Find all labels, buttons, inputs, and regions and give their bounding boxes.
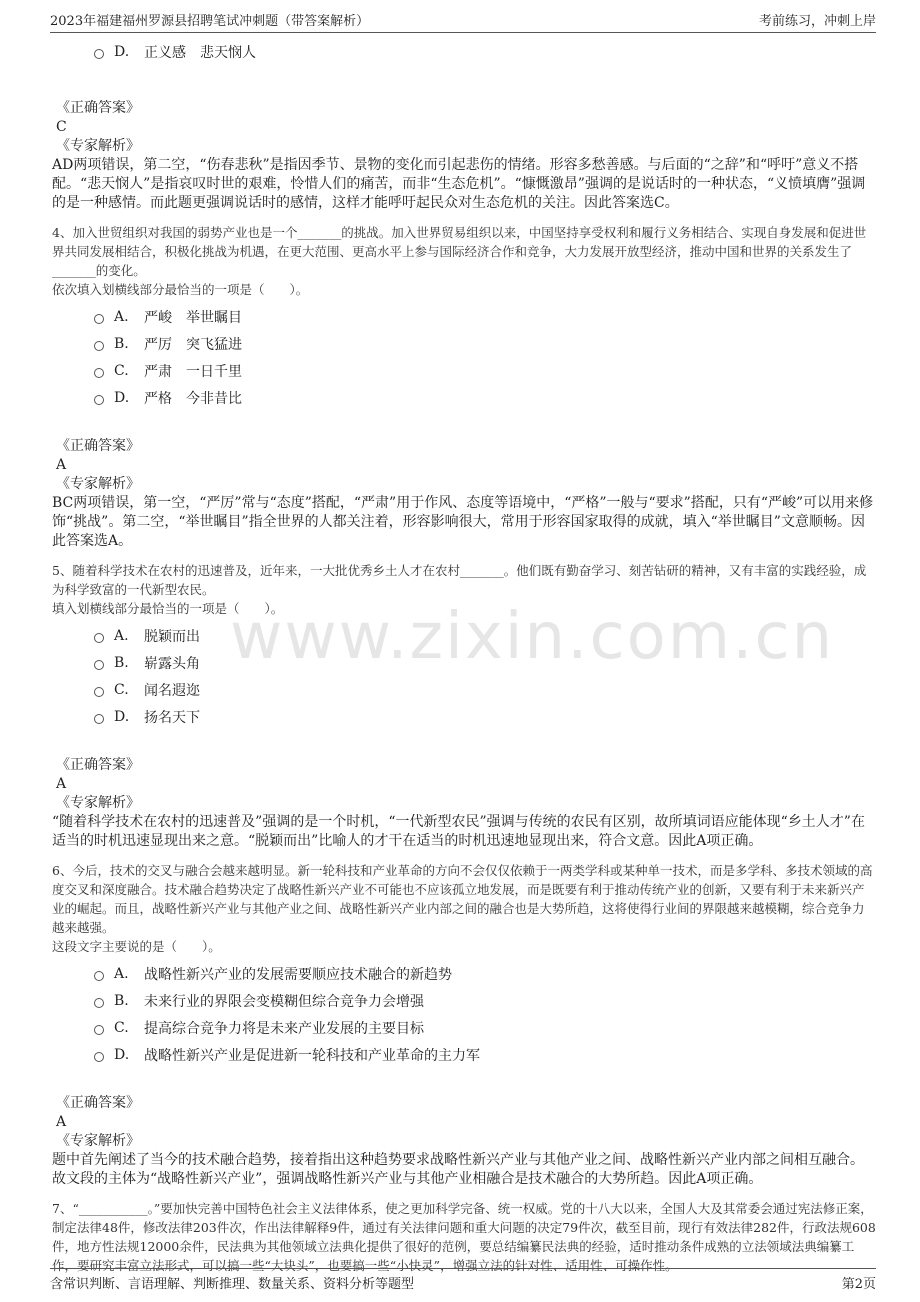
analysis-text: BC两项错误，第一空，“严厉”常与“态度”搭配，“严肃”用于作风、态度等语境中，“严格”一般与“要求”搭配，只有“严峻”可以用来修饰“挑战”。第二空，“举世瞩目”指全世界的人都关注着，形容影响很大，常用于形容国家取得的成就，填入“举世瞩目”文意顺畅。因此答案选A。	[52, 495, 874, 549]
radio-icon[interactable]	[94, 998, 104, 1008]
option-text: 提高综合竞争力将是未来产业发展的主要目标	[144, 1020, 424, 1037]
radio-icon[interactable]	[94, 341, 104, 351]
option-text: 脱颖而出	[144, 628, 200, 645]
option-d[interactable]	[52, 703, 876, 730]
header-slogan: 考前练习，冲刺上岸	[758, 14, 876, 29]
option-letter: A.	[114, 965, 129, 982]
radio-icon[interactable]	[94, 1052, 104, 1062]
option-text: 正义感 悲天悯人	[144, 44, 256, 61]
option-text: 严格 今非昔比	[144, 390, 242, 407]
analysis-label: 《专家解析》	[56, 138, 140, 154]
answer-value: A	[56, 776, 67, 792]
answer-label: 《正确答案》	[56, 1095, 140, 1111]
question-prompt: 依次填入划横线部分最恰当的一项是（ ）。	[52, 282, 309, 297]
option-text: 战略性新兴产业的发展需要顺应技术融合的新趋势	[144, 966, 452, 983]
header-title: 2023年福建福州罗源县招聘笔试冲刺题（带答案解析）	[50, 14, 370, 29]
option-letter: C.	[114, 362, 129, 379]
option-c[interactable]	[52, 357, 876, 384]
option-letter: B.	[114, 992, 129, 1009]
radio-icon[interactable]	[94, 314, 104, 324]
option-b[interactable]	[52, 649, 876, 676]
page-content	[52, 38, 876, 1275]
option-letter: C.	[114, 681, 129, 698]
option-text: 战略性新兴产业是促进新一轮科技和产业革命的主力军	[144, 1047, 480, 1064]
analysis-text: “随着科学技术在农村的迅速普及”强调的是一个时机，“一代新型农民”强调与传统的农民有区别，故所填词语应能体现“乡土人才”在适当的时机迅速显现出来之意。“脱颖而出”比喻人的才干在适当的时机迅速地显现出来，符合文意。因此A项正确。	[52, 814, 865, 849]
option-letter: A.	[114, 308, 129, 325]
option-text: 扬名天下	[144, 709, 200, 726]
radio-icon[interactable]	[94, 714, 104, 724]
analysis-label: 《专家解析》	[56, 795, 140, 811]
option-letter: D.	[114, 389, 130, 406]
option-letter: D.	[114, 43, 130, 60]
option-c[interactable]	[52, 1014, 876, 1041]
radio-icon[interactable]	[94, 660, 104, 670]
option-d[interactable]	[52, 1041, 876, 1068]
question-stem: 4、加入世贸组织对我国的弱势产业也是一个_______的挑战。加入世界贸易组织以来，中国坚持享受权利和履行义务相结合、实现自身发展和促进世界共同发展相结合，积极化挑战为机遇，在更大范围、更高水平上参与国际经济合作和竞争，大力发展开放型经济，推动中国和世界的关系发生了_______的变化。	[52, 225, 867, 278]
option-letter: C.	[114, 1019, 129, 1036]
question-6	[52, 861, 876, 1189]
radio-icon[interactable]	[94, 368, 104, 378]
answer-value: A	[56, 1114, 67, 1130]
option-a[interactable]	[52, 622, 876, 649]
option-letter: B.	[114, 654, 129, 671]
question-3-tail	[52, 38, 876, 213]
radio-icon[interactable]	[94, 687, 104, 697]
answer-value: A	[56, 457, 67, 473]
radio-icon[interactable]	[94, 1025, 104, 1035]
option-c[interactable]	[52, 676, 876, 703]
radio-icon[interactable]	[94, 49, 104, 59]
radio-icon[interactable]	[94, 395, 104, 405]
question-5	[52, 561, 876, 851]
option-text: 崭露头角	[144, 655, 200, 672]
option-a[interactable]	[52, 960, 876, 987]
question-prompt: 这段文字主要说的是（ ）。	[52, 939, 221, 954]
analysis-label: 《专家解析》	[56, 476, 140, 492]
option-letter: D.	[114, 708, 130, 725]
option-text: 严峻 举世瞩目	[144, 309, 242, 326]
option-text: 严肃 一日千里	[144, 363, 242, 380]
option-b[interactable]	[52, 987, 876, 1014]
option-b[interactable]	[52, 330, 876, 357]
question-stem: 7、“___________。”要加快完善中国特色社会主义法律体系，使之更加科学完备、统一权威。党的十八大以来，全国人大及其常委会通过宪法修正案，制定法律48件，修改法律203件次，作出法律解释9件，通过有关法律问题和重大问题的决定79件次，截至目前，现行有效法律282件，行政法规608件，地方性法规12000余件，民法典为其他领域立法典化提供了很好的范例，要总结编纂民法典的经验，适时推动条件成熟的立法领域法典编纂工作，要研究丰富立法形式，可以搞一些“大块头”，也要搞一些“小快灵”，增强立法的针对性、适用性、可操作性。	[52, 1201, 876, 1273]
answer-label: 《正确答案》	[56, 438, 140, 454]
option-d[interactable]	[52, 384, 876, 411]
option-text: 闻名遐迩	[144, 682, 200, 699]
option-letter: D.	[114, 1046, 130, 1063]
answer-label: 《正确答案》	[56, 100, 140, 116]
option-a[interactable]	[52, 303, 876, 330]
watermark: www.zixin.com.cn	[230, 600, 835, 674]
question-7	[52, 1199, 876, 1275]
question-prompt: 填入划横线部分最恰当的一项是（ ）。	[52, 601, 284, 616]
option-text: 未来行业的界限会变模糊但综合竞争力会增强	[144, 993, 424, 1010]
page-footer	[50, 1268, 876, 1297]
analysis-text: AD两项错误，第二空，“伤春悲秋”是指因季节、景物的变化而引起悲伤的情绪。形容多愁善感。与后面的“之辞”和“呼吁”意义不搭配。“悲天悯人”是指哀叹时世的艰难，怜惜人们的痛苦，而非“生态危机”。“慷慨激昂”强调的是说话时的一种状态，“义愤填膺”强调的是一种感情。而此题更强调说话时的感情，这样才能呼吁起民众对生态危机的关注。因此答案选C。	[52, 157, 866, 211]
analysis-text: 题中首先阐述了当今的技术融合趋势，接着指出这种趋势要求战略性新兴产业与其他产业之间、战略性新兴产业内部之间相互融合。故文段的主体为“战略性新兴产业”，强调战略性新兴产业与其他产业相融合是技术融合的大势所趋。因此A项正确。	[52, 1152, 864, 1187]
page-number: 第2页	[841, 1277, 876, 1292]
answer-label: 《正确答案》	[56, 757, 140, 773]
option-text: 严厉 突飞猛进	[144, 336, 242, 353]
answer-value: C	[56, 119, 67, 135]
footer-description: 含常识判断、言语理解、判断推理、数量关系、资料分析等题型	[50, 1277, 415, 1292]
analysis-label: 《专家解析》	[56, 1133, 140, 1149]
question-stem: 6、今后，技术的交叉与融合会越来越明显。新一轮科技和产业革命的方向不会仅仅依赖于一两类学科或某种单一技术，而是多学科、多技术领域的高度交叉和深度融合。技术融合趋势决定了战略性新兴产业不可能也不应该孤立地发展，而是既要有利于推动传统产业的创新，又要有利于未来新兴产业的崛起。而且，战略性新兴产业与其他产业之间、战略性新兴产业内部之间的融合也是大势所趋，这将使得行业间的界限越来越模糊，综合竞争力越来越强。	[52, 863, 873, 935]
question-4	[52, 223, 876, 551]
page-header	[50, 10, 876, 33]
option-letter: B.	[114, 335, 129, 352]
option-d[interactable]	[52, 38, 876, 65]
radio-icon[interactable]	[94, 633, 104, 643]
option-letter: A.	[114, 627, 129, 644]
question-stem: 5、随着科学技术在农村的迅速普及，近年来，一大批优秀乡土人才在农村_______。他们既有勤奋学习、刻苦钻研的精神，又有丰富的实践经验，成为科学致富的一代新型农民。	[52, 563, 867, 597]
radio-icon[interactable]	[94, 971, 104, 981]
